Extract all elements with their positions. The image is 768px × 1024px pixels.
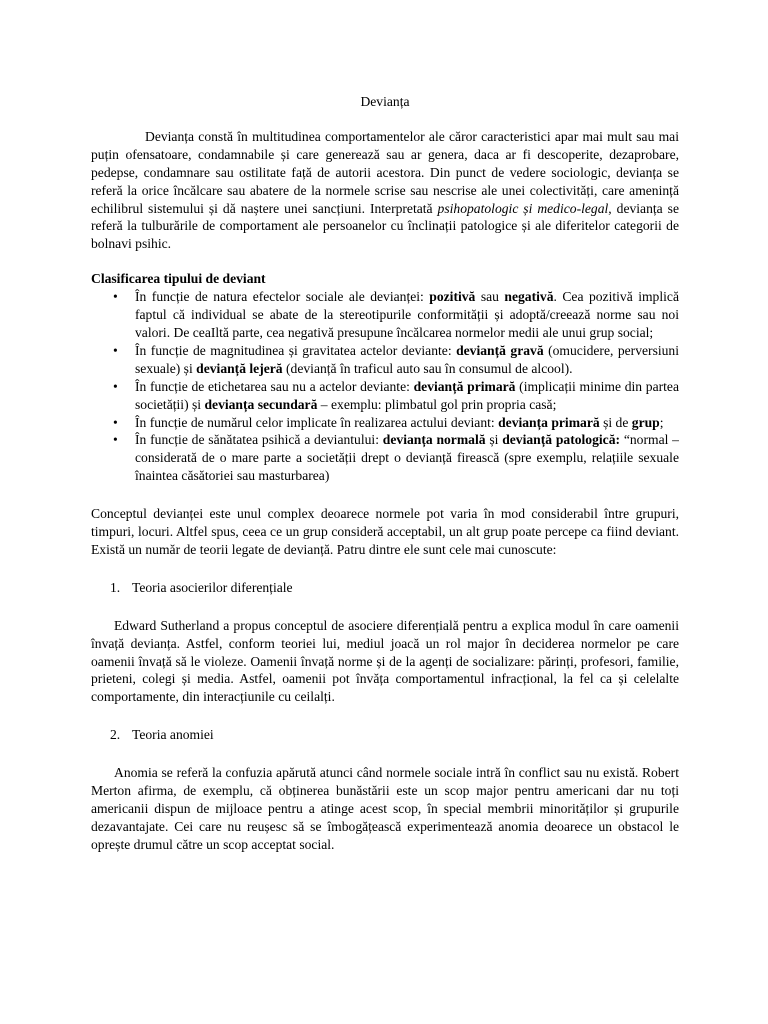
- item-text: și de: [599, 414, 632, 430]
- classification-list: [91, 288, 679, 485]
- item-text: (omucidere, perversiuni sexuale) și: [135, 342, 680, 376]
- spacer: [91, 597, 679, 617]
- spacer: [91, 706, 679, 726]
- spacer: [91, 253, 679, 270]
- list-item: [91, 414, 679, 432]
- theory-number: 2.: [110, 727, 121, 743]
- page-title: Devianța: [360, 94, 410, 109]
- bullet-icon: •: [113, 378, 118, 394]
- item-bold-term: pozitivă: [429, 289, 476, 305]
- item-text: “normal – considerată de o mare parte a societății drept o devianță firească (spre exemplu, relațiile sexuale înaintea căsătoriei sau masturbarea): [135, 432, 679, 484]
- intro-italic-term: psihopatologic și medico-legal: [437, 200, 609, 216]
- item-text: . Cea pozitivă implică faptul că individual se abate de la stereotipurile conformității și adoptă/creează norme sau noi valori. De ceaIltă parte, cea negativă presupune încălcarea normelor medii ale unui grup social;: [135, 289, 679, 340]
- item-text: (implicații minime din partea societății) și: [135, 378, 679, 412]
- item-text: În funcție de sănătatea psihică a deviantului:: [135, 432, 383, 448]
- bullet-icon: •: [113, 414, 118, 430]
- item-bold-term: grup: [631, 414, 660, 430]
- item-text: În funcție de etichetarea sau nu a actelor deviante:: [135, 378, 414, 394]
- list-item: [91, 342, 679, 378]
- intro-paragraph: [91, 128, 679, 253]
- spacer: [91, 559, 679, 579]
- item-text: și: [485, 432, 503, 448]
- item-bold-term: devianța normală: [382, 432, 486, 448]
- item-bold-term: devianță gravă: [456, 342, 544, 358]
- page-body: [91, 93, 679, 854]
- spacer: [91, 485, 679, 505]
- item-text: În funcție de numărul celor implicate în realizarea actului deviant:: [135, 414, 499, 430]
- bullet-icon: •: [113, 289, 118, 305]
- theory-heading: [91, 579, 679, 597]
- spacer: [91, 744, 679, 764]
- item-bold-term: devianță lejeră: [196, 360, 283, 376]
- theory-heading: [91, 726, 679, 744]
- item-bold-term: devianță patologică:: [502, 432, 621, 448]
- item-text: ;: [659, 414, 664, 430]
- theory-heading-list: [91, 579, 679, 597]
- bullet-icon: •: [113, 432, 118, 448]
- item-text: În funcție de magnitudinea și gravitatea actelor deviante:: [135, 342, 457, 358]
- bullet-icon: •: [113, 342, 118, 358]
- item-bold-term: devianța primară: [498, 414, 600, 430]
- item-text: – exemplu: plimbatul gol prin propria casă;: [317, 396, 557, 412]
- section-heading-classification: Clasificarea tipului de deviant: [91, 271, 266, 287]
- item-text: În funcție de natura efectelor sociale ale devianței:: [135, 289, 430, 305]
- theory-title: Teoria anomiei: [132, 727, 214, 743]
- concept-paragraph: Conceptul devianței este unul complex deoarece normele pot varia în mod considerabil între grupuri, timpuri, locuri. Altfel spus, ceea ce un grup consideră acceptabil, un alt grup poate percepe ca fiind deviant. Există un număr de teorii legate de devianță. Patru dintre ele sunt cele mai cunoscute:: [91, 506, 679, 557]
- list-item: [91, 288, 679, 342]
- theory-title: Teoria asocierilor diferențiale: [132, 579, 293, 595]
- intro-text-3: , devianța se referă la tulburările de comportament ale persoanelor cu înclinații patologice și ale diferitelor categorii de bolnavi psihic.: [91, 200, 679, 252]
- item-text: sau: [475, 289, 505, 305]
- theory-paragraph: Anomia se referă la confuzia apărută atunci când normele sociale intră în conflict sau nu există. Robert Merton afirma, de exemplu, că obținerea bunăstării este un scop major pentru americani dar nu toți americanii dispun de mijloace pentru a atinge acest scop, în special membrii minorităților și grupurile dezavantajate. Cei care nu reușesc să se îmbogățească experimentează anomia deoarece un obstacol le oprește drumul către un scop acceptat social.: [91, 765, 679, 852]
- theory-number: 1.: [110, 579, 121, 595]
- theory-heading-list: [91, 726, 679, 744]
- item-text: (devianță în traficul auto sau în consumul de alcool).: [282, 360, 573, 376]
- item-bold-term: devianța secundară: [204, 396, 318, 412]
- item-bold-term: negativă: [504, 289, 554, 305]
- theory-paragraph: Edward Sutherland a propus conceptul de asociere diferențială pentru a explica modul în care oamenii învață devianța. Astfel, conform teoriei lui, mediul joacă un rol major în deciderea normelor pe care oamenii învață să le violeze. Oamenii învață norme și de la agenți de socializare: părinți, profesori, familie, prieteni, colegi și media. Astfel, oamenii pot învăța comportamentul infracțional, la fel ca și celelalte comportamente, din interacțiunile cu ceilalți.: [91, 617, 679, 705]
- list-item: [91, 378, 679, 414]
- intro-text-1: Devianța constă în multitudinea comportamentelor ale căror caracteristici apar mai mult sau mai puțin ofensatoare, condamnabile și care generează sau ar genera, daca ar fi descoperite, dezaprobare, pedepse, condamnare sau ostilitate față de autorii acestora. Din punct de vedere sociologic, devianța se referă la orice încălcare sau abatere de la normele scrise sau nescrise ale unei colectivități, care amenință echilibrul sistemului și dă naștere unei sancțiuni. Interpretată: [91, 128, 679, 216]
- list-item: [91, 431, 679, 485]
- item-bold-term: devianță primară: [413, 378, 516, 394]
